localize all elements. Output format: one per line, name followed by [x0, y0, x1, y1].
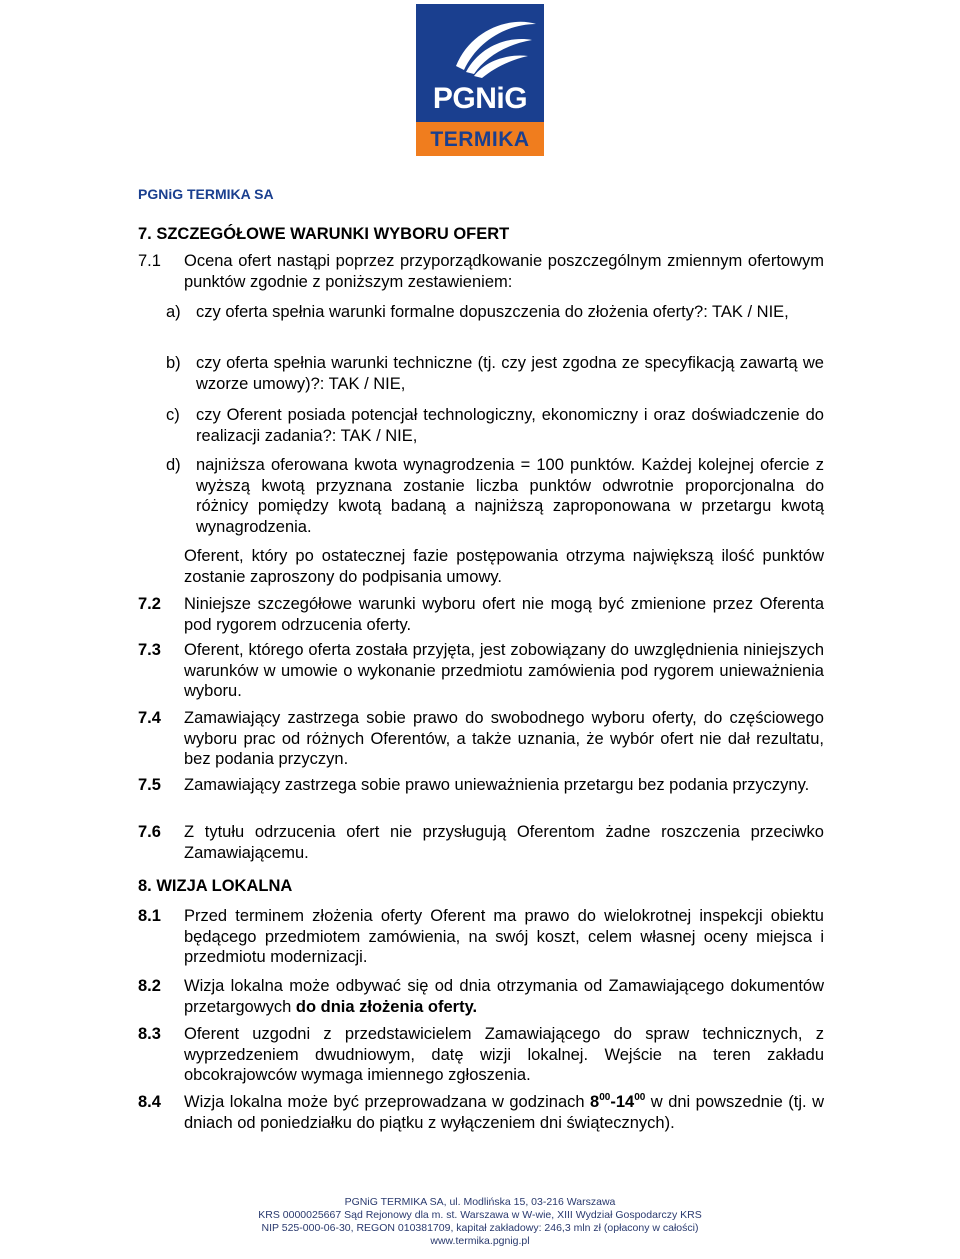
- pgnig-termika-logo: [416, 4, 544, 156]
- paragraph-7-3: Oferent, którego oferta została przyjęta, jest zobowiązany do uwzględnienia niniejszych warunków w umowie o wykonanie przedmiotu zamówienia pod rygorem unieważnienia wyboru.: [184, 641, 824, 700]
- hour-start-minutes: 00: [599, 1092, 611, 1103]
- hour-start: [590, 1093, 645, 1111]
- paragraph-8-2-bold: do dnia złożenia oferty.: [295, 997, 478, 1016]
- footer-website: www.termika.pgnig.pl: [430, 1235, 530, 1247]
- hour-start-value: 8: [590, 1093, 600, 1111]
- paragraph-7-6: Z tytułu odrzucenia ofert nie przysługują Oferentom żadne roszczenia przeciwko Zamawiającemu.: [184, 823, 824, 862]
- list-item-c: czy Oferent posiada potencjał technologiczny, ekonomiczny i oraz doświadczenie do realizacji zadania?: TAK / NIE,: [196, 406, 824, 445]
- footer-krs: KRS 0000025667 Sąd Rejonowy dla m. st. Warszawa w W-wie, XIII Wydział Gospodarczy KRS: [258, 1209, 702, 1221]
- paragraph-8-4-text-a: Wizja lokalna może być przeprowadzana w godzinach: [184, 1093, 591, 1111]
- paragraph-number: 7.1: [138, 252, 161, 270]
- paragraph-7-5: Zamawiający zastrzega sobie prawo unieważnienia przetargu bez podania przyczyny.: [184, 776, 810, 794]
- paragraph-number: 8.4: [138, 1093, 161, 1111]
- logo-subtitle: TERMIKA: [430, 128, 530, 151]
- section-7-heading: 7. SZCZEGÓŁOWE WARUNKI WYBORU OFERT: [138, 225, 510, 243]
- paragraph-number: 8.1: [138, 907, 161, 925]
- paragraph-8-2: [184, 976, 824, 1017]
- paragraph-8-3: Oferent uzgodni z przedstawicielem Zamawiającego do spraw technicznych, z wyprzedzeniem dwudniowym, datę wizji lokalnej. Wejście na teren zakładu obcokrajowców wymaga imiennego zgłoszenia.: [184, 1025, 824, 1084]
- list-label: d): [166, 456, 181, 474]
- footer-nip: NIP 525-000-06-30, REGON 010381709, kapitał zakładowy: 246,3 mln zł (opłacony w całości): [261, 1222, 699, 1234]
- paragraph-8-1: Przed terminem złożenia oferty Oferent ma prawo do wielokrotnej inspekcji obiektu będącego przedmiotem zamówienia, na swój koszt, celem własnej oceny miejsca i przedmiotu modernizacji.: [184, 907, 824, 966]
- company-name: PGNiG TERMIKA SA: [138, 186, 274, 202]
- paragraph-8-4: [184, 1092, 824, 1133]
- list-item-a: czy oferta spełnia warunki formalne dopuszczenia do złożenia oferty?: TAK / NIE,: [196, 303, 789, 321]
- paragraph-7-1: Ocena ofert nastąpi poprzez przyporządkowanie poszczególnym zmiennym ofertowym punktów zgodnie z poniższym zestawieniem:: [184, 252, 824, 291]
- paragraph-number: 8.3: [138, 1025, 161, 1043]
- paragraph-7-4: Zamawiający zastrzega sobie prawo do swobodnego wyboru oferty, do częściowego wyboru prac od różnych Oferentów, a także uznania, że wybór ofert nie dał rezultatu, bez podania przyczyn.: [184, 709, 824, 768]
- paragraph-number: 8.2: [138, 977, 161, 995]
- list-label: c): [166, 406, 180, 424]
- paragraph-number: 7.2: [138, 595, 161, 613]
- paragraph-winner: Oferent, który po ostatecznej fazie postępowania otrzyma największą ilość punktów zostanie zaproszony do podpisania umowy.: [184, 547, 824, 586]
- paragraph-7-2: Niniejsze szczegółowe warunki wyboru ofert nie mogą być zmienione przez Oferenta pod rygorem odrzucenia oferty.: [184, 595, 824, 634]
- paragraph-number: 7.4: [138, 709, 161, 727]
- page-footer: [0, 1196, 960, 1248]
- paragraph-number: 7.5: [138, 776, 161, 794]
- paragraph-8-2-text: Wizja lokalna może odbywać się od dnia otrzymania od Zamawiającego dokumentów przetargowych: [184, 977, 824, 1016]
- hour-dash: -: [610, 1093, 616, 1111]
- logo-name: PGNiG: [432, 82, 528, 115]
- list-item-d: najniższa oferowana kwota wynagrodzenia = 100 punktów. Każdej kolejnej ofercie z wyższą kwotą przyznana zostanie liczba punktów odwrotnie proporcjonalna do różnicy pomiędzy kwotą badaną a najniższą zaproponowana w przetargu kwotą wynagrodzenia.: [196, 456, 824, 536]
- hour-end-minutes: 00: [634, 1092, 646, 1103]
- list-item-b: czy oferta spełnia warunki techniczne (tj. czy jest zgodna ze specyfikacją zawartą we wzorze umowy)?: TAK / NIE,: [196, 354, 824, 393]
- paragraph-number: 7.3: [138, 641, 161, 659]
- paragraph-8-4-text-b: w dni powszednie (tj. w dniach od poniedziałku do piątku z wyłączeniem dni świątecznych).: [184, 1093, 824, 1132]
- hour-end-value: 14: [615, 1093, 635, 1111]
- list-label: a): [166, 303, 181, 321]
- footer-address: PGNiG TERMIKA SA, ul. Modlińska 15, 03-216 Warszawa: [344, 1196, 616, 1208]
- list-label: b): [166, 354, 181, 372]
- section-8-heading: 8. WIZJA LOKALNA: [138, 877, 293, 895]
- paragraph-number: 7.6: [138, 823, 161, 841]
